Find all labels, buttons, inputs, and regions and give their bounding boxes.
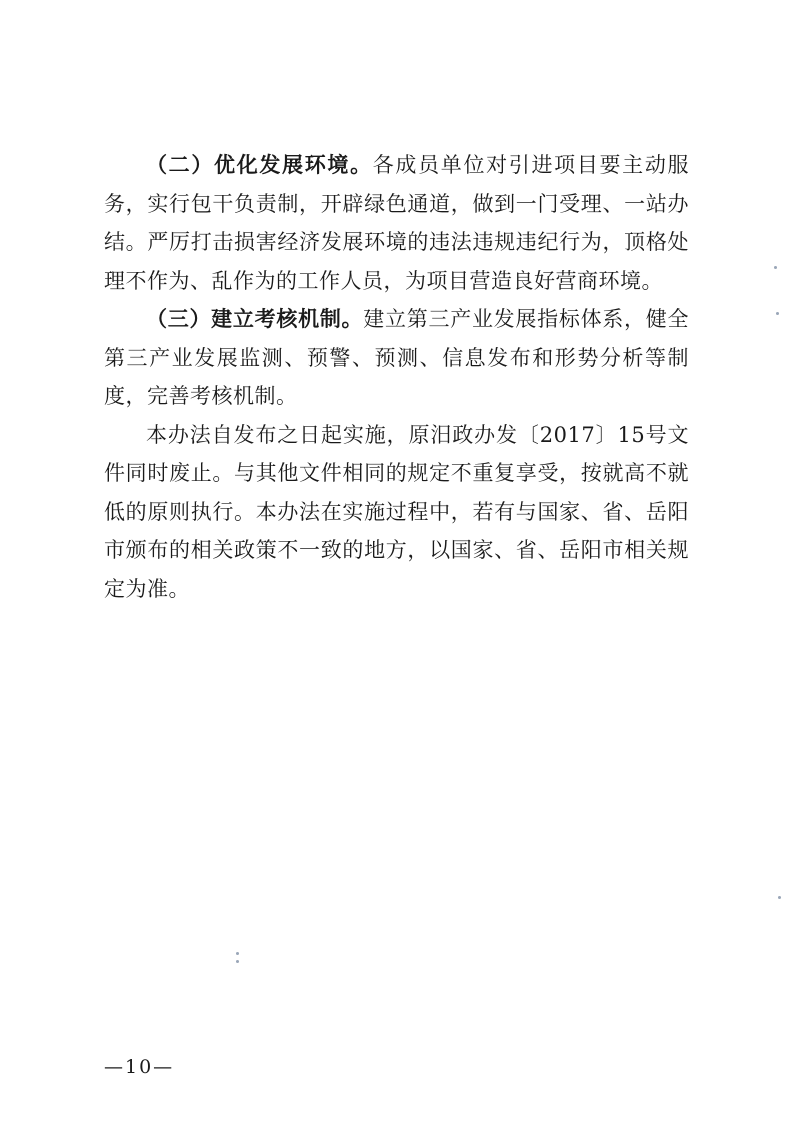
paragraph-text: 建立第三产业发展指标体系，健全第三产业发展监测、预警、预测、信息发布和形势分析等制度，完善考核机制。 [104, 307, 690, 408]
document-body [104, 146, 689, 608]
paragraph-assessment-mechanism [104, 300, 689, 416]
scan-speck [236, 960, 239, 963]
paragraph-heading: （二）优化发展环境。 [146, 152, 373, 177]
paragraph-text: 本办法自发布之日起实施，原汨政办发〔2017〕15号文件同时废止。与其他文件相同的规定不重复享受，按就高不就低的原则执行。本办法在实施过程中，若有与国家、省、岳阳市颁布的相关政策不一致的地方，以国家、省、岳阳市相关规定为准。 [104, 422, 689, 601]
scan-speck [236, 952, 239, 955]
paragraph-optimize-environment [104, 146, 689, 300]
paragraph-text: 各成员单位对引进项目要主动服务，实行包干负责制，开辟绿色通道，做到一门受理、一站办结。严厉打击损害经济发展环境的违法违规违纪行为，顶格处理不作为、乱作为的工作人员，为项目营造良好营商环境。 [104, 153, 690, 293]
scan-speck [778, 896, 781, 899]
scan-speck [776, 312, 779, 315]
scan-speck [774, 266, 777, 269]
paragraph-heading: （三）建立考核机制。 [146, 306, 364, 331]
page-number: —10— [104, 1056, 175, 1078]
paragraph-effective-date [104, 416, 689, 609]
